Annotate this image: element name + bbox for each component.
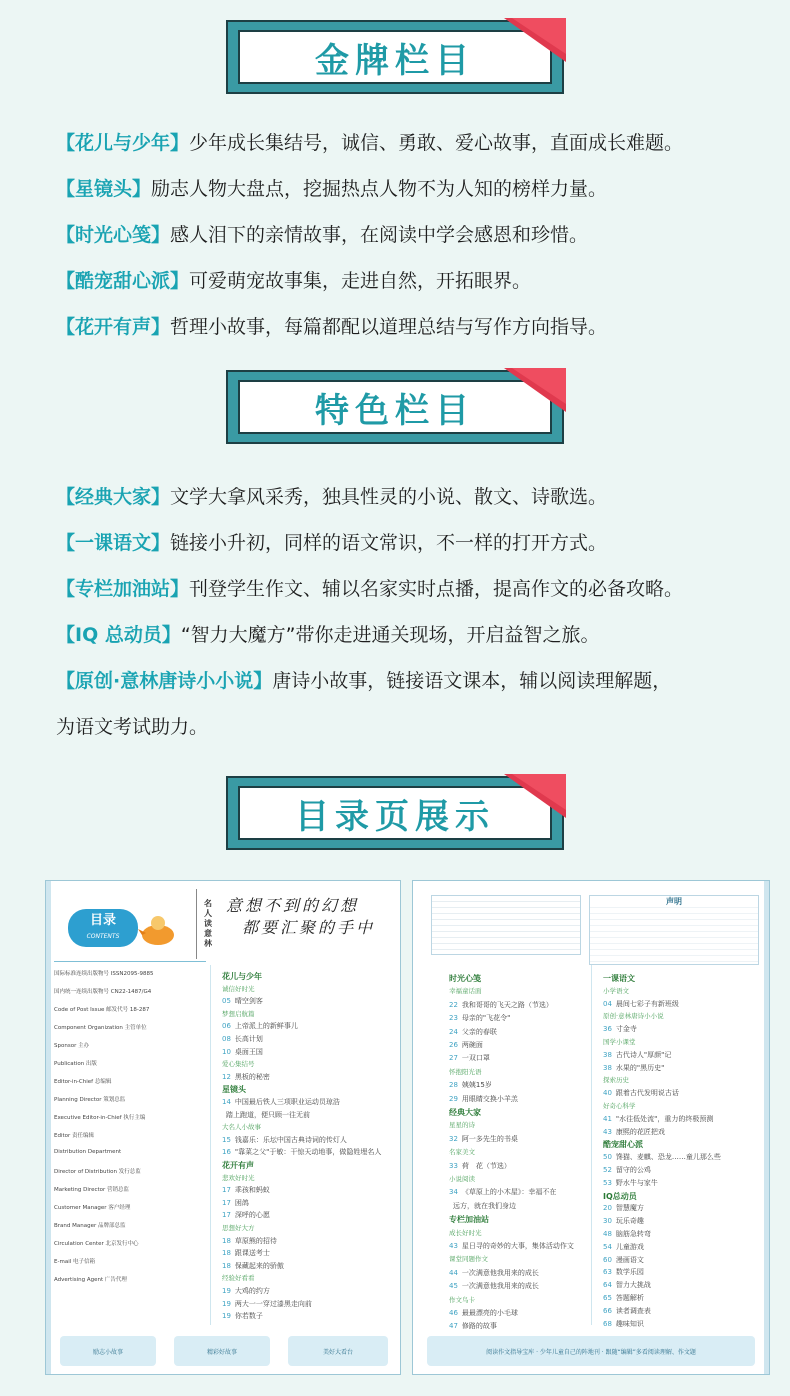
toc-page-number: 41 — [603, 1114, 612, 1123]
toc-page-number: 60 — [603, 1255, 612, 1264]
toc-entry-title: 大鸡的约方 — [234, 1287, 270, 1295]
toc-page-number: 18 — [222, 1236, 231, 1245]
toc-entry — [449, 1040, 483, 1050]
toc-page-number: 19 — [222, 1312, 231, 1321]
toc-entry — [449, 1134, 518, 1144]
contents-logo — [68, 909, 138, 947]
toc-entry — [222, 1236, 277, 1246]
toc-page-number: 53 — [603, 1178, 612, 1187]
toc-page-number: 17 — [222, 1211, 231, 1220]
toc-entry-title: 最最漂亮的小毛球 — [461, 1309, 518, 1317]
toc-entry — [222, 1034, 263, 1044]
toc-entry — [603, 1255, 644, 1265]
feature-columns-line — [56, 620, 600, 647]
toc-page-number: 06 — [222, 1022, 231, 1031]
toc-entry-title: 桌面王国 — [234, 1047, 263, 1056]
toc-entry-title: 一次满意他我用来的成长 — [461, 1268, 539, 1277]
toc-entry-title: 儿童游戏 — [615, 1242, 644, 1251]
logo-main: 目录 — [89, 913, 116, 928]
banner-title: 特色栏目 — [315, 390, 475, 431]
toc-page-number: 27 — [449, 1054, 458, 1063]
toc-entry-title: 两碗面 — [461, 1041, 483, 1049]
toc-entry — [449, 1013, 510, 1023]
fine-print-block — [431, 895, 581, 955]
toc-subsection: 国学小课堂 — [603, 1038, 636, 1046]
toc-entry — [222, 1021, 298, 1031]
toc-entry — [222, 1248, 270, 1258]
toc-entry — [603, 1114, 713, 1124]
toc-section-title: 经典大家 — [449, 1108, 481, 1117]
toc-page-number: 15 — [222, 1135, 231, 1144]
toc-page-number: 52 — [603, 1166, 612, 1174]
toc-subsection: 经验好看看 — [222, 1274, 255, 1283]
toc-entry — [222, 1261, 284, 1271]
toc-entry — [222, 1097, 340, 1107]
toc-subsection: 好奇心科学 — [603, 1102, 636, 1110]
toc-entry-title: 康熙的花匠把戏 — [615, 1127, 665, 1136]
toc-entry — [449, 1268, 539, 1278]
toc-page-number: 63 — [603, 1268, 612, 1277]
toc-subsection: 爱心集结号 — [222, 1060, 255, 1069]
column-tag: 【IQ 总动员】 — [56, 624, 181, 646]
toc-subsection: 小说阅读 — [449, 1175, 475, 1183]
column-tag: 【花儿与少年】 — [56, 132, 190, 154]
toc-section-title: 星镜头 — [222, 1085, 246, 1095]
footer-box-1 — [60, 1336, 156, 1366]
toc-entry — [449, 1321, 497, 1331]
toc-page-number: 14 — [222, 1098, 231, 1106]
imprint-row: Sponsor 主办 — [54, 1043, 90, 1049]
toc-page-number: 26 — [449, 1041, 458, 1049]
column-tag: 【经典大家】 — [56, 486, 171, 508]
imprint-row: Distribution Department — [54, 1149, 122, 1155]
toc-entry — [222, 1299, 312, 1309]
toc-entry — [222, 1110, 310, 1120]
toc-page-number: 28 — [449, 1081, 458, 1090]
column-tag: 【专栏加油站】 — [56, 578, 190, 600]
toc-section-title: 酷宠甜心派 — [603, 1140, 643, 1150]
toc-page-number: 04 — [603, 999, 612, 1008]
imprint-row: Component Organization 主管单位 — [54, 1025, 147, 1031]
toc-entry — [603, 1178, 658, 1188]
toc-entry-title: 智力大挑战 — [615, 1281, 651, 1290]
imprint-row: Executive Editor-in-Chief 执行主编 — [54, 1115, 146, 1121]
imprint-row: Director of Distribution 发行总监 — [54, 1169, 141, 1175]
toc-page-number: 23 — [449, 1014, 458, 1023]
column-description: “智力大魔方”带你走进通关现场，开启益智之旅。 — [180, 624, 600, 646]
toc-entry-title: 荷 花（节选） — [461, 1161, 511, 1170]
toc-page-number: 33 — [449, 1161, 458, 1170]
column-tag: 【星镜头】 — [56, 178, 152, 200]
toc-left-page — [45, 880, 401, 1375]
toc-entry — [603, 1127, 665, 1137]
column-description: 感人泪下的亲情故事，在阅读中学会感恩和珍惜。 — [170, 224, 589, 246]
toc-entry-title: 留守的公鸡 — [615, 1166, 651, 1174]
toc-entry — [603, 1063, 664, 1073]
toc-entry-title: 我和哥哥的飞天之路（节选） — [461, 1000, 553, 1009]
gold-columns-line — [56, 312, 607, 339]
toc-entry — [603, 1280, 651, 1290]
toc-page-number: 40 — [603, 1089, 612, 1098]
column-description: 刊登学生作文、辅以名家实时点播，提高作文的必备攻略。 — [189, 578, 684, 600]
gold-columns-line — [56, 128, 683, 155]
toc-entry-title: 一双口罩 — [461, 1054, 490, 1063]
toc-subsection: 课堂同题作文 — [449, 1255, 488, 1264]
toc-entry — [603, 1088, 679, 1098]
toc-page-number: 29 — [449, 1094, 458, 1103]
toc-subsection: 名家美文 — [449, 1148, 475, 1157]
toc-entry-title: 修路的故事 — [461, 1322, 497, 1331]
toc-entry-title: 漫画语文 — [615, 1255, 644, 1264]
toc-page-number: 66 — [603, 1306, 612, 1315]
toc-entry — [603, 1152, 721, 1162]
imprint-row: Editor 责任编辑 — [54, 1133, 95, 1139]
column-tag: 【时光心笺】 — [56, 224, 171, 246]
toc-right-page — [412, 880, 770, 1375]
toc-page-number: 24 — [449, 1027, 458, 1036]
toc-entry-title: 玩乐奇趣 — [615, 1217, 644, 1226]
toc-entry-title: 读者调查表 — [615, 1306, 651, 1315]
toc-entry-title: 脑筋急转弯 — [615, 1230, 651, 1238]
toc-page-number: 38 — [603, 1063, 612, 1072]
toc-entry-title: 星日寻的奇妙的大事，集体活动作文 — [461, 1242, 574, 1250]
toc-subsection: 大名人小故事 — [222, 1123, 261, 1132]
banner-title: 金牌栏目 — [315, 40, 475, 81]
footer-box-3 — [288, 1336, 388, 1366]
column-description: 哲理小故事，每篇都配以道理总结与写作方向指导。 — [170, 316, 608, 338]
column-tag: 【花开有声】 — [56, 316, 171, 338]
column-description: 励志人物大盘点，挖掘热点人物不为人知的榜样力量。 — [151, 178, 608, 200]
toc-entry-title: 跟课送考士 — [234, 1249, 270, 1258]
column-description: 可爱萌宠故事集，走进自然，开拓眼界。 — [189, 270, 532, 292]
toc-page-number: 54 — [603, 1242, 612, 1251]
toc-entry — [449, 1281, 539, 1291]
toc-page-number: 43 — [603, 1127, 612, 1136]
corner-ribbon-icon — [504, 774, 566, 818]
toc-entry — [449, 1161, 511, 1171]
toc-subsection: 怀抱阳光语 — [449, 1067, 482, 1076]
toc-entry-title: 晨间七彩子有新班级 — [615, 999, 679, 1008]
toc-subsection: 原创·意林唐诗小小说 — [603, 1012, 664, 1021]
toc-section-title: 专栏加油站 — [449, 1215, 489, 1225]
logo-sub: CONTENTS — [86, 933, 120, 940]
toc-entry-title: 姨姨15岁 — [461, 1081, 492, 1090]
imprint-row: Planning Director 策划总监 — [54, 1097, 126, 1103]
toc-entry — [603, 999, 679, 1009]
toc-page-number: 18 — [222, 1261, 231, 1270]
toc-page-number: 50 — [603, 1153, 612, 1162]
toc-entry-title: 用眼睛交换小羊羔 — [461, 1094, 518, 1103]
toc-entry — [603, 1024, 637, 1034]
imprint-row: Circulation Center 北京发行中心 — [54, 1241, 139, 1247]
toc-page-number: 46 — [449, 1309, 458, 1317]
toc-entry-title: 草原熊的招待 — [234, 1236, 277, 1245]
column-tag: 【原创·意林唐诗小小说】 — [56, 670, 273, 692]
motto-line-1: 意想不到的幻想 — [226, 896, 360, 915]
toc-entry-title: 跟着古代发明说古话 — [615, 1089, 679, 1098]
toc-page-number: 19 — [222, 1299, 231, 1308]
gold-columns-banner — [226, 20, 564, 94]
toc-page-number: 17 — [222, 1198, 231, 1207]
toc-entry-title: 答题解析 — [615, 1294, 644, 1302]
toc-entry-title: 困鸽 — [234, 1198, 249, 1207]
notice-box — [589, 895, 759, 965]
column-description: 唐诗小故事，链接语文课本，辅以阅读理解题， — [272, 670, 672, 692]
toc-page-number: 05 — [222, 997, 231, 1006]
toc-entry-title: 晴空剑客 — [234, 997, 263, 1006]
toc-entry — [603, 1216, 644, 1226]
toc-entry — [603, 1165, 651, 1175]
toc-entry-title: 黑板的秘密 — [234, 1072, 270, 1081]
toc-page-number: 08 — [222, 1035, 231, 1043]
feature-columns-line — [56, 574, 683, 601]
toc-page-number: 38 — [603, 1050, 612, 1059]
toc-entry-title: 钱嘉乐：乐坛中国古典诗词的传灯人 — [234, 1135, 347, 1144]
toc-entry-title: 寸金寺 — [615, 1025, 637, 1034]
toc-subsection: 小学语文 — [603, 986, 629, 995]
toc-entry-title: 母亲的"飞花令" — [461, 1014, 511, 1023]
column-tag: 【一课语文】 — [56, 532, 171, 554]
toc-entry-title: 水果的"黑历史" — [615, 1063, 665, 1072]
toc-entry — [222, 1072, 270, 1082]
notice-title: 声明 — [590, 896, 758, 907]
imprint-row: Code of Post Issue 邮发代号 18-287 — [54, 1007, 150, 1013]
imprint-row: 国际标准连续出版物号 ISSN2095-9885 — [54, 971, 154, 977]
toc-page-number: 10 — [222, 1047, 231, 1056]
toc-entry-title: 一次满意他我用来的成长 — [461, 1282, 539, 1291]
footer-box-2 — [174, 1336, 270, 1366]
feature-columns-line — [56, 482, 607, 509]
imprint-row: Advertising Agent 广告代理 — [54, 1277, 127, 1283]
toc-page-number: 68 — [603, 1319, 612, 1328]
imprint-row: Brand Manager 品牌部总监 — [54, 1223, 126, 1229]
footer-label: 美好大看台 — [322, 1348, 353, 1356]
toc-entry-title: 中国最后铁人三项职业运动员琼浩 — [234, 1098, 340, 1106]
toc-subsection: 思想好大方 — [222, 1224, 255, 1232]
toc-entry — [603, 1242, 644, 1252]
toc-page-number: 16 — [222, 1148, 231, 1157]
footer-label: 阅读作文指导宝库 · 少年儿童自己的阵地刊 · 跟随“编辑”多看阅读理解、作文题 — [486, 1348, 696, 1356]
toc-entry — [603, 1050, 671, 1060]
toc-entry-title: 两大一一穿过漆黑走向前 — [234, 1299, 312, 1308]
column-tag: 【酷宠甜心派】 — [56, 270, 190, 292]
toc-subsection: 作文鸟卡 — [449, 1295, 475, 1304]
corner-ribbon-icon — [504, 18, 566, 62]
toc-page-number: 44 — [449, 1268, 458, 1277]
toc-entry — [449, 1000, 553, 1010]
toc-entry — [222, 1311, 263, 1321]
toc-entry-title: 数学乐园 — [615, 1268, 644, 1277]
toc-page-number: 19 — [222, 1287, 231, 1295]
toc-section-title: 时光心笺 — [449, 974, 481, 983]
toc-subsection: 星星的诗 — [449, 1121, 475, 1130]
gold-columns-line — [56, 266, 531, 293]
toc-subsection: 幸福童话面 — [449, 987, 482, 996]
feature-columns-line — [56, 666, 671, 693]
toc-page-number: 65 — [603, 1294, 612, 1302]
bird-illustration-icon — [138, 911, 178, 951]
footer-label: 精彩好故事 — [206, 1348, 237, 1356]
toc-section-title: 花儿与少年 — [222, 972, 262, 981]
toc-page-number: 12 — [222, 1072, 231, 1081]
toc-entry — [222, 1047, 263, 1057]
toc-page-number: 36 — [603, 1025, 612, 1034]
toc-entry-title: 野水牛与家牛 — [615, 1178, 658, 1187]
feature-tail-line: 为语文考试助力。 — [56, 716, 209, 738]
toc-entry-title: "水往低处流"，重力的终极预测 — [615, 1114, 714, 1123]
toc-subsection: 悲欢好时光 — [222, 1173, 255, 1182]
toc-entry — [222, 1198, 249, 1208]
toc-entry — [603, 1319, 644, 1329]
toc-subsection: 梦想启航篇 — [222, 1009, 255, 1018]
toc-section-title: 一课语文 — [603, 974, 635, 983]
toc-entry — [222, 1286, 270, 1296]
toc-entry — [449, 1027, 497, 1037]
toc-entry-title: 乖孩和蚂蚁 — [234, 1186, 270, 1195]
toc-entry-title: 你若数子 — [234, 1312, 263, 1321]
toc-page-number: 47 — [449, 1322, 458, 1331]
feature-columns-banner — [226, 370, 564, 444]
imprint-row: Publication 出版 — [54, 1061, 97, 1067]
toc-entry-title: 长高计划 — [234, 1035, 263, 1043]
toc-entry — [449, 1080, 492, 1090]
corner-ribbon-icon — [504, 368, 566, 412]
toc-page-number: 48 — [603, 1230, 612, 1238]
toc-entry — [603, 1293, 644, 1303]
toc-subsection: 探索历史 — [603, 1076, 629, 1085]
toc-page-number: 20 — [603, 1204, 612, 1213]
toc-entry-title: 古代诗人"厚颜"记 — [615, 1050, 672, 1059]
toc-entry — [449, 1308, 518, 1318]
toc-entry — [222, 1135, 347, 1145]
toc-page-number: 17 — [222, 1186, 231, 1195]
toc-entry-title: "靠菜之父"于敏：干惊天动地事，做隐姓埋名人 — [234, 1148, 382, 1157]
gold-columns-line — [56, 220, 588, 247]
toc-entry-title: 上帝派上的新鲜事儿 — [234, 1022, 298, 1031]
column-description: 少年成长集结号，诚信、勇敢、爱心故事，直面成长难题。 — [189, 132, 684, 154]
column-description: 文学大拿风采秀，独具性灵的小说、散文、诗歌选。 — [170, 486, 608, 508]
toc-subsection: 诚信好时光 — [222, 984, 255, 993]
toc-entry — [449, 1241, 574, 1251]
toc-entry — [449, 1094, 518, 1104]
toc-entry — [603, 1229, 651, 1239]
imprint-row: Editor-in-Chief 总编辑 — [54, 1079, 112, 1085]
imprint-row: Marketing Director 营销总监 — [54, 1187, 130, 1193]
toc-page-number: 45 — [449, 1282, 458, 1291]
imprint-row: 国内统一连续出版物号 CN22-1487/G4 — [54, 989, 152, 995]
banner-title: 目录页展示 — [295, 796, 495, 837]
toc-entry-title: 趣味知识 — [615, 1319, 644, 1328]
toc-entry-title: 保藏起来的骄傲 — [234, 1261, 284, 1270]
toc-entry-title: 父亲的春联 — [461, 1027, 497, 1036]
toc-page-number: 43 — [449, 1242, 458, 1250]
toc-entry-title: 踏上跑道，便只顾一往无前 — [226, 1110, 310, 1119]
column-description: 链接小升初，同样的语文常识，不一样的打开方式。 — [170, 532, 608, 554]
toc-page-number: 30 — [603, 1217, 612, 1226]
toc-section-title: 花开有声 — [222, 1161, 254, 1170]
toc-entry — [449, 1201, 516, 1211]
imprint-row: E-mail 电子信箱 — [54, 1259, 95, 1265]
toc-entry — [603, 1306, 651, 1316]
toc-page-number: 34 — [449, 1188, 458, 1197]
toc-entry — [222, 1147, 381, 1157]
gold-columns-line — [56, 174, 607, 201]
toc-page-number: 64 — [603, 1281, 612, 1290]
toc-page-number: 22 — [449, 1000, 458, 1009]
motto-label: 名人读意林 — [204, 899, 212, 948]
imprint-row: Customer Manager 客户经理 — [54, 1205, 131, 1211]
footer-label: 励志小故事 — [92, 1348, 123, 1356]
toc-entry-title: 《草原上的小木屋》：幸福不在 — [461, 1188, 557, 1197]
right-footer-bar — [427, 1336, 755, 1366]
toc-subsection: 成长好时光 — [449, 1228, 482, 1237]
toc-entry-title: 智慧魔方 — [615, 1204, 644, 1213]
toc-entry-title: 远方，就在我们身边 — [453, 1201, 516, 1210]
toc-entry-title: 深呼的心愿 — [234, 1211, 270, 1220]
toc-banner — [226, 776, 564, 850]
feature-columns-line — [56, 528, 607, 555]
toc-entry — [603, 1267, 644, 1277]
toc-section-title: IQ总动员 — [603, 1191, 637, 1201]
toc-page-number: 32 — [449, 1134, 458, 1143]
toc-page-number: 18 — [222, 1249, 231, 1258]
toc-entry — [222, 1185, 270, 1195]
motto-line-2: 都要汇聚的手中 — [242, 918, 376, 937]
toc-entry — [449, 1187, 556, 1197]
toc-entry — [222, 996, 263, 1006]
toc-entry-title: 馋猫、麦麒、恐龙……童儿那么些 — [615, 1153, 721, 1162]
toc-entry — [603, 1203, 644, 1213]
toc-entry — [222, 1210, 270, 1220]
toc-entry-title: 阿一多先生的书桌 — [461, 1134, 518, 1143]
toc-entry — [449, 1053, 490, 1063]
